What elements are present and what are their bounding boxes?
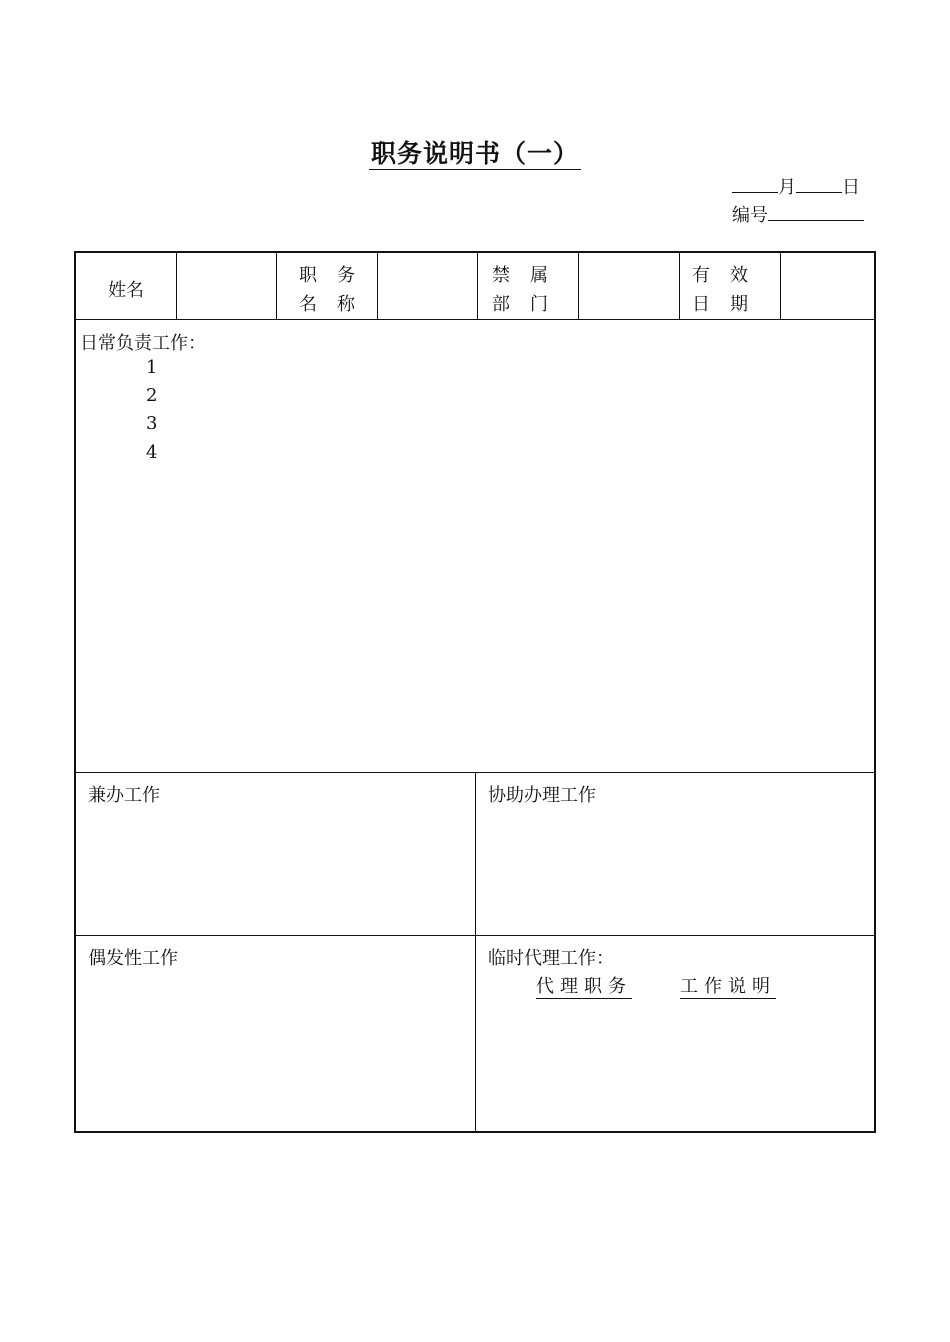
duty-item-number: 1 bbox=[146, 357, 158, 378]
concurrent-work-heading: 兼办工作 bbox=[88, 785, 160, 806]
occasional-work-heading: 偶发性工作 bbox=[88, 948, 178, 969]
valid-input-cell[interactable] bbox=[781, 253, 874, 319]
dept-label-line2: 部 门 bbox=[492, 294, 549, 315]
position-label-cell bbox=[277, 253, 378, 319]
document-title: 职务说明书（一） bbox=[370, 139, 579, 168]
valid-label-line1: 有 效 bbox=[692, 265, 749, 286]
number-blank[interactable] bbox=[768, 204, 864, 221]
acting-position-column-header: 代理职务 bbox=[536, 976, 632, 997]
duty-item-number: 2 bbox=[146, 385, 158, 406]
position-label-line1: 职 务 bbox=[299, 265, 356, 286]
dept-label-line1: 禁 属 bbox=[492, 265, 549, 286]
position-label-line2: 名 称 bbox=[299, 294, 356, 315]
month-blank[interactable] bbox=[732, 176, 778, 193]
date-line bbox=[732, 173, 860, 199]
daily-duties-heading: 日常负责工作： bbox=[80, 333, 206, 354]
name-input-cell[interactable] bbox=[177, 253, 277, 319]
number-label: 编号 bbox=[732, 205, 768, 226]
position-input-cell[interactable] bbox=[378, 253, 478, 319]
day-label: 日 bbox=[842, 177, 860, 198]
month-label: 月 bbox=[778, 177, 796, 198]
number-line bbox=[732, 201, 864, 227]
concurrent-work-section[interactable] bbox=[76, 773, 475, 935]
name-label-cell bbox=[76, 253, 177, 319]
acting-work-section[interactable] bbox=[476, 936, 874, 1133]
name-label: 姓名 bbox=[108, 280, 144, 301]
valid-label-cell bbox=[680, 253, 781, 319]
dept-label-cell bbox=[478, 253, 579, 319]
assist-work-heading: 协助办理工作 bbox=[488, 785, 596, 806]
valid-label-line2: 日 期 bbox=[692, 294, 749, 315]
daily-duties-section[interactable] bbox=[76, 319, 874, 773]
occasional-work-section[interactable] bbox=[76, 936, 475, 1133]
dept-input-cell[interactable] bbox=[579, 253, 680, 319]
header-row bbox=[76, 253, 874, 320]
day-blank[interactable] bbox=[796, 176, 842, 193]
job-description-form bbox=[74, 251, 876, 1133]
duty-item-number: 4 bbox=[146, 442, 158, 463]
assist-work-section[interactable] bbox=[476, 773, 874, 935]
acting-work-heading: 临时代理工作： bbox=[488, 948, 614, 969]
work-description-column-header: 工作说明 bbox=[680, 976, 776, 997]
duty-item-number: 3 bbox=[146, 413, 158, 434]
